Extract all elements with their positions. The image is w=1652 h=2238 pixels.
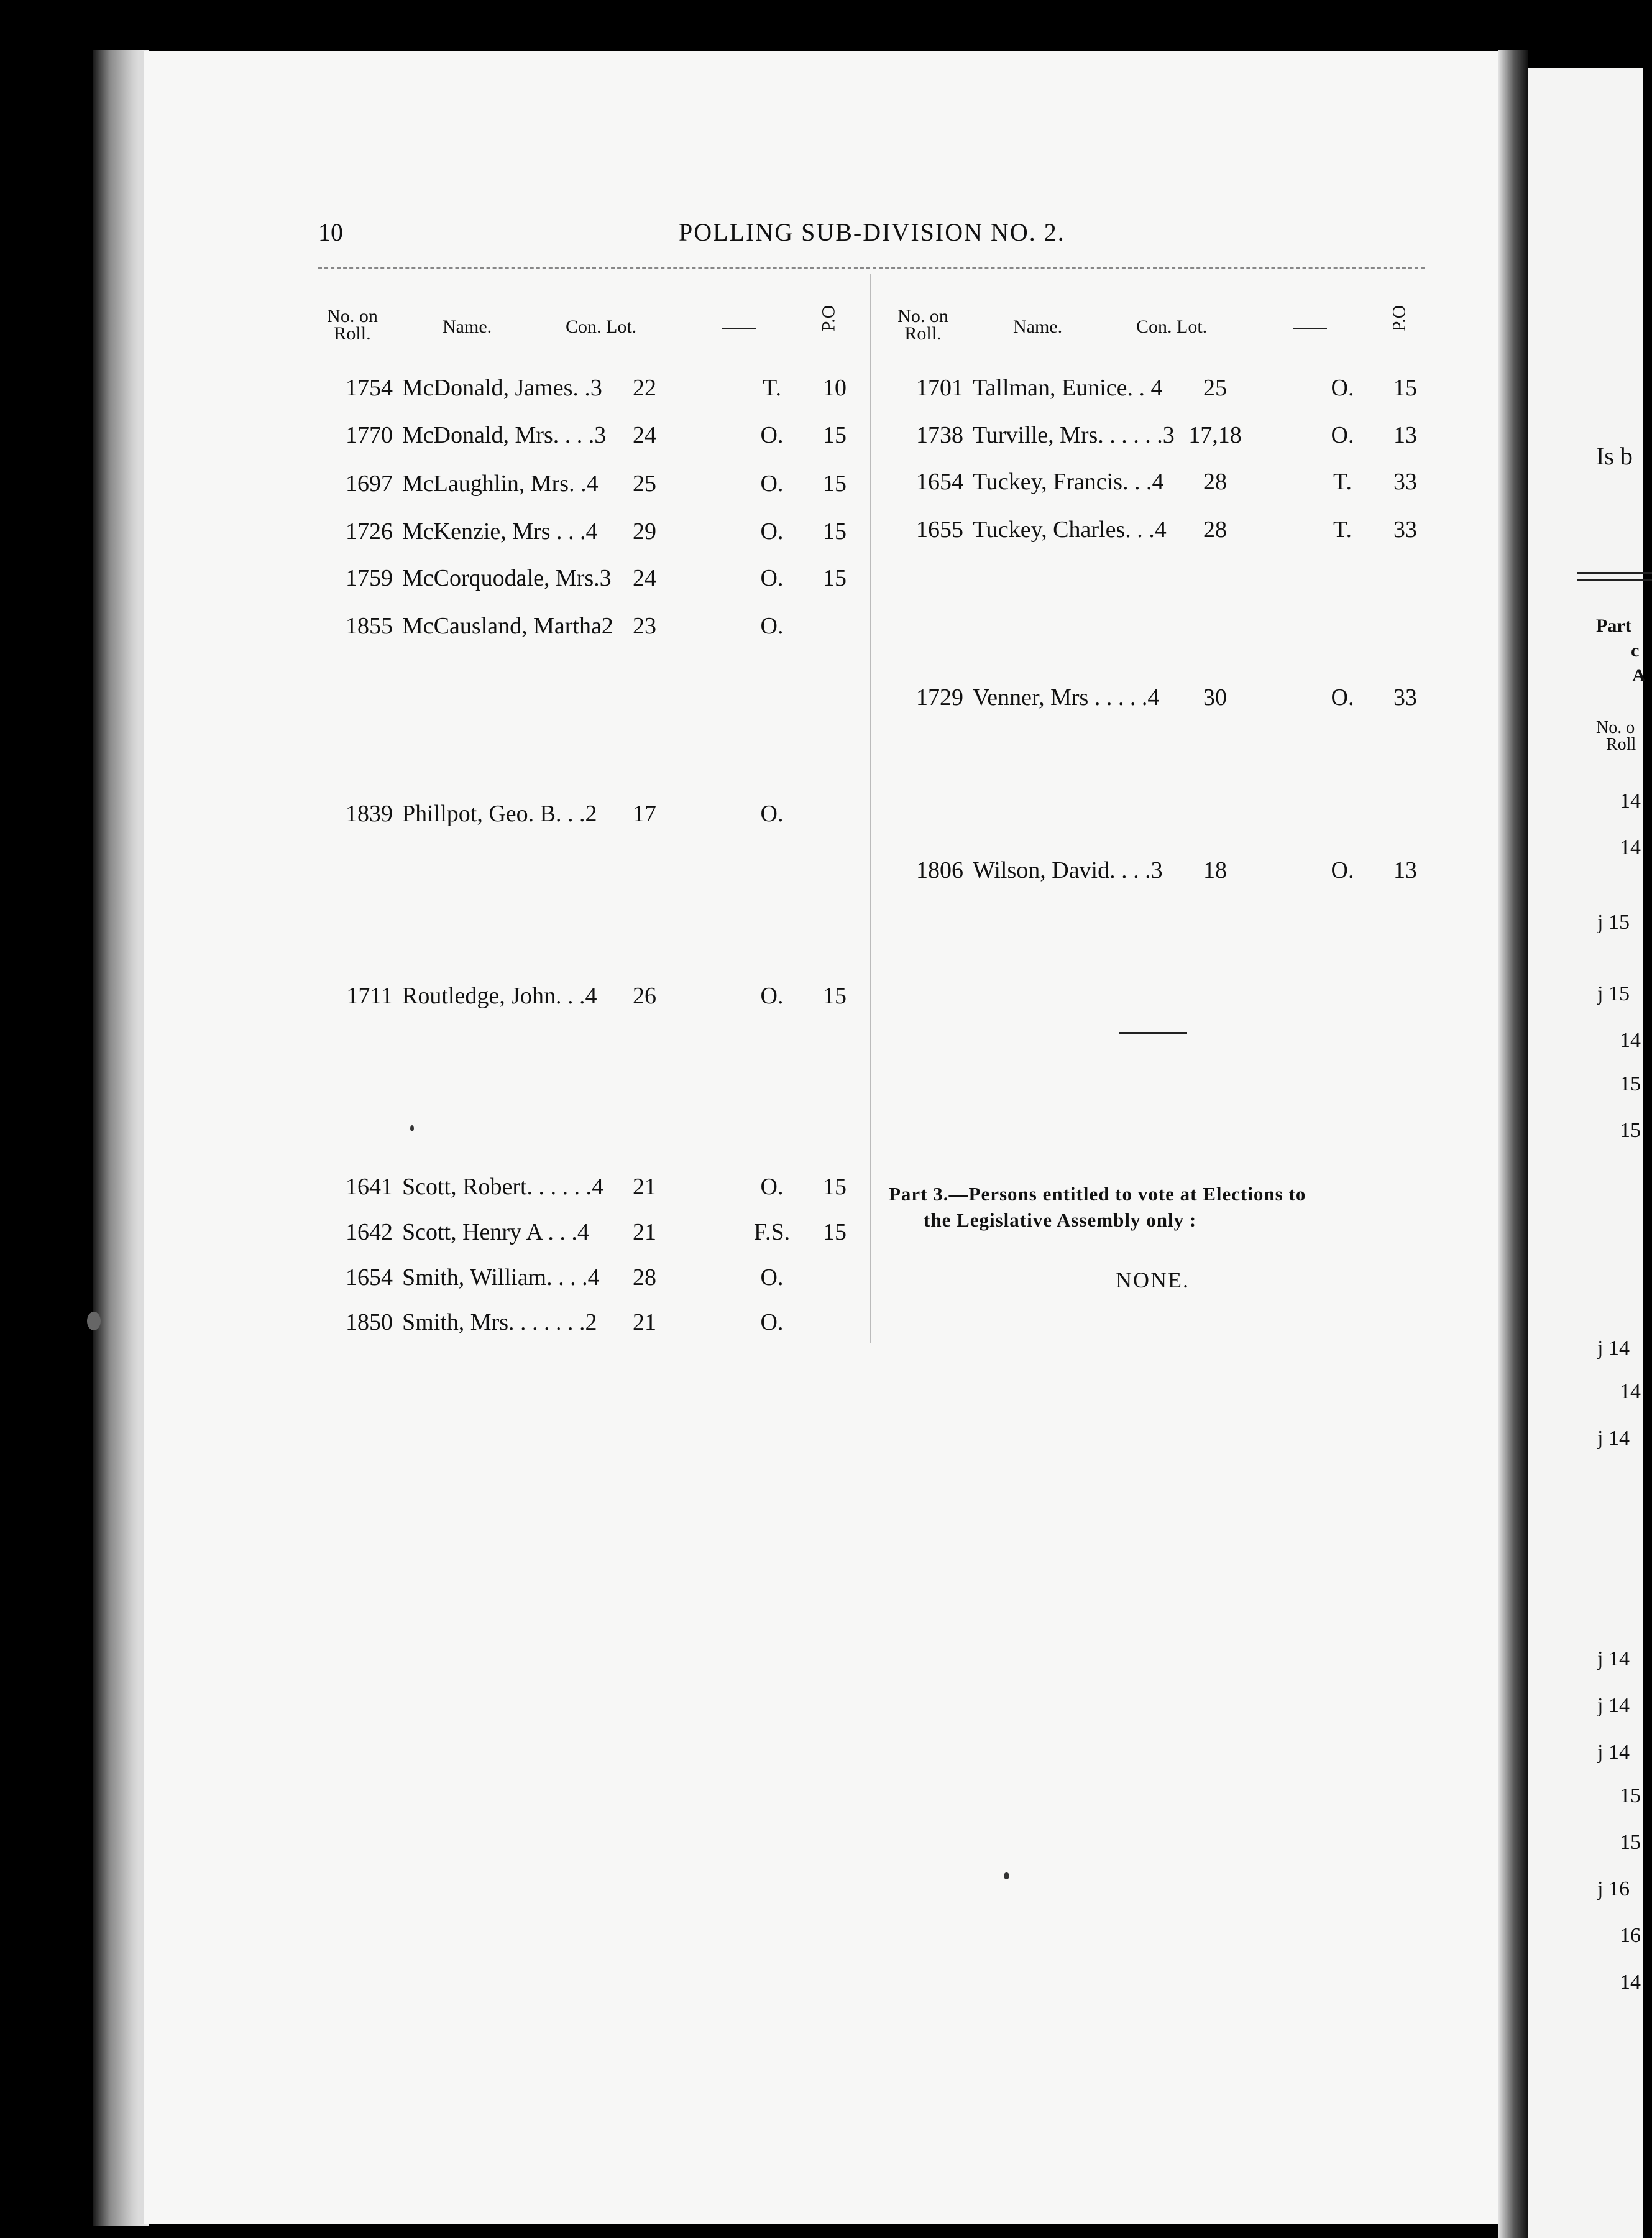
voter-name: McKenzie, Mrs . . .4 bbox=[402, 518, 598, 545]
roll-number: 1729 bbox=[916, 684, 963, 711]
adjacent-page-fragment bbox=[1528, 68, 1646, 2238]
lot-number: 28 bbox=[1203, 469, 1227, 495]
voter-status: O. bbox=[1331, 375, 1354, 401]
voter-status: O. bbox=[760, 518, 784, 545]
roll-number: 1759 bbox=[346, 565, 393, 591]
part3-line2: the Legislative Assembly only : bbox=[924, 1209, 1197, 1231]
next-page-fragment: j 14 bbox=[1597, 1694, 1630, 1717]
po-header: P.O bbox=[818, 305, 839, 332]
roll-number-header bbox=[318, 308, 387, 343]
post-office: 33 bbox=[1393, 469, 1417, 495]
voter-name: Wilson, David. . . .3 bbox=[973, 857, 1163, 883]
next-page-fragment: j 14 bbox=[1597, 1337, 1630, 1360]
voter-status: O. bbox=[760, 983, 784, 1009]
roll-number-header bbox=[889, 308, 957, 343]
post-office: 15 bbox=[823, 1219, 847, 1245]
voter-name: Smith, William. . . .4 bbox=[402, 1264, 600, 1291]
scan-speck bbox=[87, 1312, 101, 1330]
next-page-is-text: Is b bbox=[1596, 442, 1633, 470]
post-office: 10 bbox=[823, 375, 847, 401]
name-header: Name. bbox=[443, 316, 492, 337]
voter-name: Routledge, John. . .4 bbox=[402, 983, 597, 1009]
lot-number: 21 bbox=[633, 1309, 656, 1335]
voter-status: O. bbox=[760, 613, 784, 639]
page-title: POLLING SUB-DIVISION NO. 2. bbox=[679, 218, 1065, 246]
roll-number: 1711 bbox=[346, 983, 393, 1009]
post-office: 15 bbox=[823, 518, 847, 545]
roll-number: 1855 bbox=[346, 613, 393, 639]
post-office: 15 bbox=[823, 471, 847, 497]
next-page-fragment: 14 bbox=[1620, 836, 1641, 859]
voter-name: McCausland, Martha2 bbox=[402, 613, 613, 639]
voter-name: McDonald, Mrs. . . .3 bbox=[402, 422, 607, 448]
next-page-rule bbox=[1577, 572, 1652, 574]
next-page-fragment: 14 bbox=[1620, 1971, 1641, 1994]
scan-speck bbox=[1004, 1872, 1009, 1879]
next-page-part-text: Part bbox=[1596, 615, 1631, 636]
voter-name: Scott, Robert. . . . . .4 bbox=[402, 1174, 604, 1200]
voter-status: O. bbox=[760, 471, 784, 497]
name-header: Name. bbox=[1013, 316, 1063, 337]
next-page-fragment: 15 bbox=[1620, 1119, 1641, 1142]
post-office: 15 bbox=[823, 422, 847, 448]
page-number: 10 bbox=[318, 218, 343, 246]
roll-number: 1738 bbox=[916, 422, 963, 448]
roll-header-line1: No. on bbox=[327, 306, 378, 326]
voter-status: T. bbox=[1333, 469, 1352, 495]
next-page-fragment: j 15 bbox=[1597, 982, 1630, 1005]
po-header: P.O bbox=[1388, 305, 1410, 332]
post-office: 15 bbox=[1393, 375, 1417, 401]
next-page-fragment: j 15 bbox=[1597, 911, 1630, 934]
next-page-fragment: 14 bbox=[1620, 1029, 1641, 1052]
right-column-header bbox=[889, 305, 1436, 351]
voter-name: McLaughlin, Mrs. .4 bbox=[402, 471, 599, 497]
lot-number: 17,18 bbox=[1188, 422, 1242, 448]
voter-status: O. bbox=[1331, 684, 1354, 711]
roll-number: 1654 bbox=[916, 469, 963, 495]
voter-status: F.S. bbox=[753, 1219, 791, 1245]
next-page-fragment: j 14 bbox=[1597, 1741, 1630, 1764]
roll-number: 1701 bbox=[916, 375, 963, 401]
voter-name: Tallman, Eunice. . 4 bbox=[973, 375, 1163, 401]
left-column-header bbox=[318, 305, 865, 351]
voter-status: O. bbox=[760, 801, 784, 827]
lot-number: 22 bbox=[633, 375, 656, 401]
next-page-fragment: 16 bbox=[1620, 1924, 1641, 1947]
next-page-fragment: j 14 bbox=[1597, 1427, 1630, 1450]
lot-number: 29 bbox=[633, 518, 656, 545]
page-fold-shadow bbox=[1498, 50, 1528, 2238]
next-page-fragment: 15 bbox=[1620, 1831, 1641, 1854]
roll-number: 1850 bbox=[346, 1309, 393, 1335]
post-office: 33 bbox=[1393, 684, 1417, 711]
roll-header-line2: Roll. bbox=[334, 323, 371, 344]
roll-number: 1654 bbox=[346, 1264, 393, 1291]
part3-heading bbox=[889, 1181, 1423, 1233]
roll-number: 1839 bbox=[346, 801, 393, 827]
roll-number: 1754 bbox=[346, 375, 393, 401]
lot-number: 18 bbox=[1203, 857, 1227, 883]
voter-status: O. bbox=[760, 1174, 784, 1200]
voter-status: O. bbox=[760, 1309, 784, 1335]
voter-name: Scott, Henry A . . .4 bbox=[402, 1219, 589, 1245]
voter-status: O. bbox=[760, 1264, 784, 1291]
next-page-a-text: A bbox=[1632, 665, 1646, 686]
column-divider bbox=[870, 274, 871, 1343]
lot-number: 24 bbox=[633, 422, 656, 448]
lot-number: 28 bbox=[1203, 517, 1227, 543]
voter-status: O. bbox=[760, 422, 784, 448]
post-office: 13 bbox=[1393, 857, 1417, 883]
voter-status: O. bbox=[760, 565, 784, 591]
post-office: 15 bbox=[823, 565, 847, 591]
next-page-rule bbox=[1577, 579, 1652, 581]
con-lot-header: Con. Lot. bbox=[1136, 316, 1208, 337]
section-rule bbox=[1119, 1032, 1187, 1034]
roll-number: 1642 bbox=[346, 1219, 393, 1245]
next-page-roll-text: Roll bbox=[1606, 735, 1636, 754]
roll-number: 1726 bbox=[346, 518, 393, 545]
voter-name: McCorquodale, Mrs.3 bbox=[402, 565, 612, 591]
roll-header-line2: Roll. bbox=[904, 323, 942, 344]
next-page-fragment: 15 bbox=[1620, 1072, 1641, 1095]
lot-number: 21 bbox=[633, 1219, 656, 1245]
voter-name: McDonald, James. .3 bbox=[402, 375, 602, 401]
lot-number: 17 bbox=[633, 801, 656, 827]
lot-number: 23 bbox=[633, 613, 656, 639]
part3-none: NONE. bbox=[1116, 1268, 1190, 1292]
page-header bbox=[318, 218, 1425, 255]
voter-status: O. bbox=[1331, 857, 1354, 883]
next-page-fragment: j 16 bbox=[1597, 1877, 1630, 1900]
next-page-fragment: 14 bbox=[1620, 790, 1641, 813]
voter-status: O. bbox=[1331, 422, 1354, 448]
header-dash bbox=[1293, 328, 1327, 329]
lot-number: 28 bbox=[633, 1264, 656, 1291]
lot-number: 30 bbox=[1203, 684, 1227, 711]
voter-name: Turville, Mrs. . . . . .3 bbox=[973, 422, 1175, 448]
lot-number: 26 bbox=[633, 983, 656, 1009]
lot-number: 25 bbox=[633, 471, 656, 497]
voter-name: Smith, Mrs. . . . . . .2 bbox=[402, 1309, 597, 1335]
next-page-fragment: j 14 bbox=[1597, 1647, 1630, 1670]
post-office: 13 bbox=[1393, 422, 1417, 448]
voter-status: T. bbox=[1333, 517, 1352, 543]
voter-name: Venner, Mrs . . . . .4 bbox=[973, 684, 1160, 711]
roll-number: 1806 bbox=[916, 857, 963, 883]
voter-name: Phillpot, Geo. B. . .2 bbox=[402, 801, 597, 827]
next-page-fragment: 14 bbox=[1620, 1380, 1641, 1403]
lot-number: 21 bbox=[633, 1174, 656, 1200]
post-office: 15 bbox=[823, 1174, 847, 1200]
lot-number: 24 bbox=[633, 565, 656, 591]
header-rule bbox=[318, 267, 1425, 269]
roll-number: 1641 bbox=[346, 1174, 393, 1200]
scan-speck bbox=[410, 1125, 414, 1131]
con-lot-header: Con. Lot. bbox=[566, 316, 637, 337]
next-page-fragment: 15 bbox=[1620, 1784, 1641, 1807]
roll-number: 1697 bbox=[346, 471, 393, 497]
voter-name: Tuckey, Charles. . .4 bbox=[973, 517, 1167, 543]
post-office: 33 bbox=[1393, 517, 1417, 543]
roll-header-line1: No. on bbox=[897, 306, 948, 326]
next-page-no-text: No. o bbox=[1596, 718, 1635, 737]
roll-number: 1655 bbox=[916, 517, 963, 543]
header-dash bbox=[722, 328, 756, 329]
voter-status: T. bbox=[763, 375, 781, 401]
next-page-c-text: c bbox=[1631, 640, 1640, 661]
part3-line1: Part 3.—Persons entitled to vote at Elections to bbox=[889, 1183, 1306, 1205]
roll-number: 1770 bbox=[346, 422, 393, 448]
voter-name: Tuckey, Francis. . .4 bbox=[973, 469, 1164, 495]
post-office: 15 bbox=[823, 983, 847, 1009]
lot-number: 25 bbox=[1203, 375, 1227, 401]
